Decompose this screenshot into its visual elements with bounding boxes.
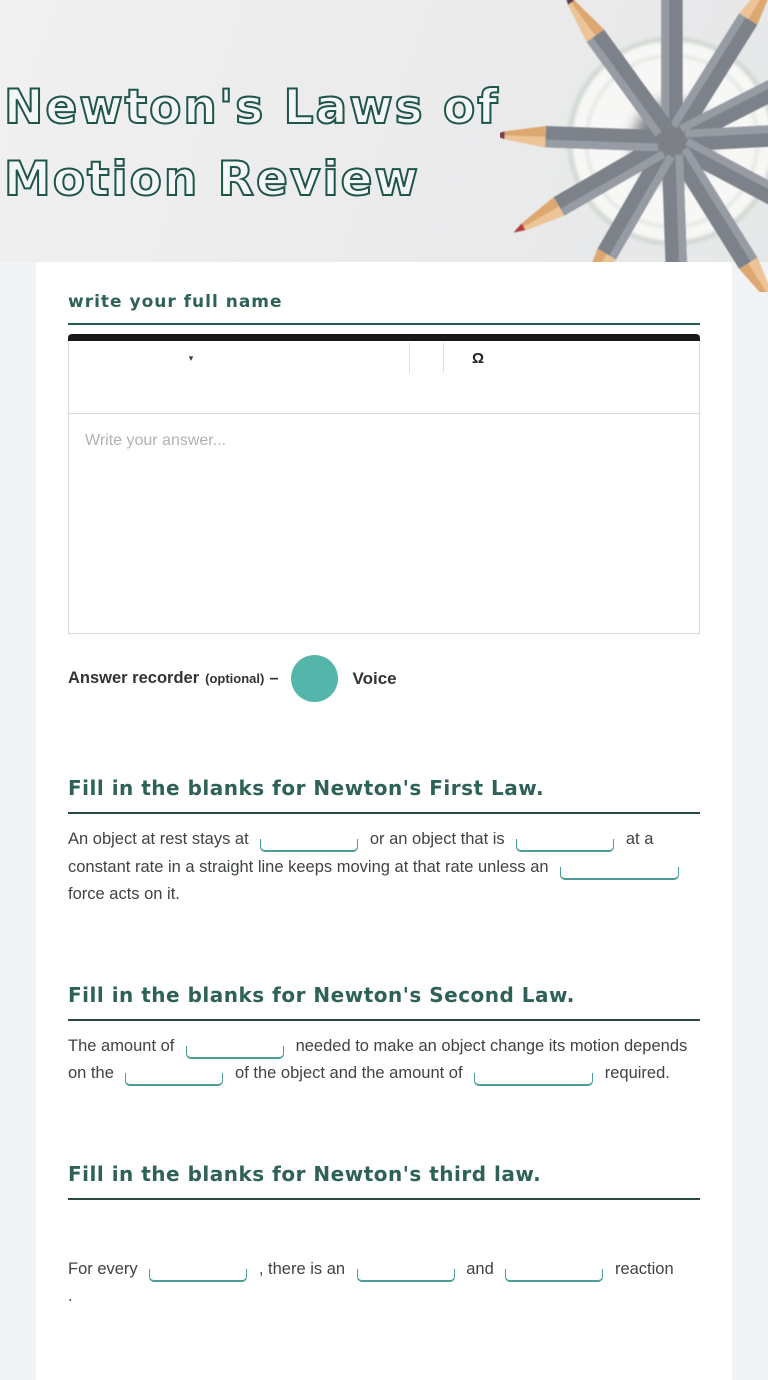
answer-recorder-dash: – xyxy=(269,669,279,687)
voice-label: Voice xyxy=(352,668,397,688)
answer-recorder-optional: (optional) xyxy=(205,671,265,686)
section-first-law xyxy=(68,776,700,909)
fill-blank-input[interactable] xyxy=(516,839,614,852)
text-segment: of the object and the amount of xyxy=(230,1064,468,1082)
fill-blank-input[interactable] xyxy=(560,867,679,880)
worksheet-card xyxy=(36,262,732,1380)
editor-toolbar xyxy=(69,341,699,413)
worksheet-title-line1: Newton's Laws of xyxy=(4,80,500,135)
text-segment: needed to make an object change its motion depends on the xyxy=(68,1036,688,1082)
section-heading: Fill in the blanks for Newton's First Law. xyxy=(68,776,545,800)
paragraph-style-dropdown[interactable] xyxy=(69,341,409,375)
name-question-divider xyxy=(68,323,700,325)
text-segment: or an object that is xyxy=(365,830,510,848)
answer-recorder-label: Answer recorder xyxy=(68,669,200,687)
colored-pencils-photo xyxy=(500,0,768,292)
special-character-button[interactable] xyxy=(444,341,512,375)
fill-blank-input[interactable] xyxy=(474,1073,593,1086)
text-segment: force acts on it. xyxy=(68,885,180,903)
answer-editor xyxy=(68,334,700,634)
fill-in-blanks-paragraph xyxy=(68,1033,700,1088)
fill-blank-input[interactable] xyxy=(125,1073,223,1086)
text-segment: and xyxy=(461,1259,499,1278)
page-header xyxy=(0,0,768,262)
answer-text-area-wrap xyxy=(69,413,699,633)
text-segment: The amount of xyxy=(68,1036,179,1055)
text-segment: , there is an xyxy=(254,1259,350,1278)
fill-blank-input[interactable] xyxy=(186,1046,284,1059)
name-question-label: write your full name xyxy=(68,292,283,312)
omega-icon: Ω xyxy=(472,349,485,367)
fill-blank-input[interactable] xyxy=(357,1269,455,1282)
fill-in-blanks-paragraph xyxy=(68,826,700,909)
section-divider xyxy=(68,1019,700,1021)
text-segment: at a constant rate in a straight line keeps moving at that rate unless an xyxy=(68,830,654,876)
worksheet-title-line2: Motion Review xyxy=(4,152,420,207)
text-segment: For every xyxy=(68,1259,143,1278)
text-segment: . xyxy=(68,1287,73,1305)
fill-blank-input[interactable] xyxy=(149,1269,247,1282)
section-heading: Fill in the blanks for Newton's Second Law. xyxy=(68,982,575,1007)
text-segment: reaction xyxy=(610,1259,674,1278)
text-segment: An object at rest stays at xyxy=(68,830,254,848)
section-heading: Fill in the blanks for Newton's third law. xyxy=(68,1161,542,1186)
fill-in-blanks-paragraph xyxy=(68,1256,700,1311)
fill-blank-input[interactable] xyxy=(505,1269,603,1282)
section-divider xyxy=(68,812,700,814)
text-segment: required. xyxy=(600,1064,670,1082)
voice-record-button[interactable] xyxy=(291,655,338,702)
worksheet-title xyxy=(4,72,500,216)
editor-top-bar xyxy=(68,334,700,341)
section-third-law xyxy=(68,1162,700,1311)
chevron-down-icon: ▾ xyxy=(188,352,194,363)
toolbar-spacer xyxy=(410,341,443,375)
section-divider xyxy=(68,1198,700,1200)
fill-blank-input[interactable] xyxy=(260,839,358,852)
section-second-law xyxy=(68,983,700,1088)
answer-recorder-row xyxy=(68,655,700,702)
answer-text-area[interactable] xyxy=(69,414,699,633)
